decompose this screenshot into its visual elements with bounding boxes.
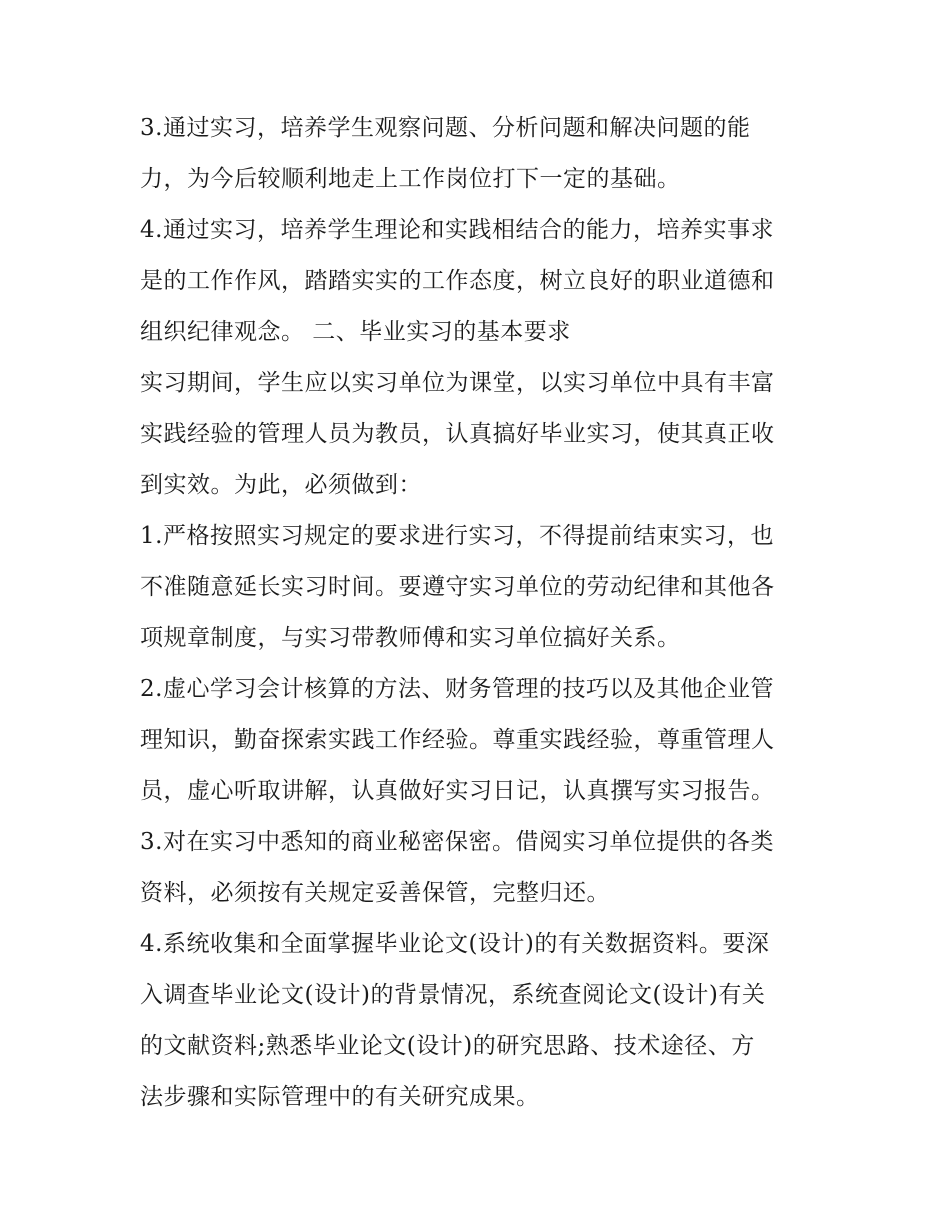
body-text [140,110,830,1130]
text-line-14: 员，虚心听取讲解，认真做好实习日记，认真撰写实习报告。 [140,778,775,804]
text-line-17: 4.系统收集和全面掌握毕业论文(设计)的有关数据资料。要深 [140,931,770,957]
text-line-5: 组织纪律观念。 二、毕业实习的基本要求 [140,319,571,345]
text-line-16: 资料，必须按有关规定妥善保管，完整归还。 [140,880,610,906]
text-line-13: 理知识，勤奋探索实践工作经验。尊重实践经验，尊重管理人 [140,727,775,753]
text-line-6: 实习期间，学生应以实习单位为课堂，以实习单位中具有丰富 [140,370,775,396]
text-line-8: 到实效。为此，必须做到： [140,472,422,498]
text-line-12: 2.虚心学习会计核算的方法、财务管理的技巧以及其他企业管 [140,676,774,702]
text-line-2: 力，为今后较顺利地走上工作岗位打下一定的基础。 [140,166,681,192]
text-line-4: 是的工作作风，踏踏实实的工作态度，树立良好的职业道德和 [140,268,775,294]
text-line-9: 1.严格按照实习规定的要求进行实习，不得提前结束实习，也 [140,523,774,549]
text-line-11: 项规章制度，与实习带教师傅和实习单位搞好关系。 [140,625,681,651]
text-line-7: 实践经验的管理人员为教员，认真搞好毕业实习，使其真正收 [140,421,775,447]
text-line-20: 法步骤和实际管理中的有关研究成果。 [140,1084,540,1110]
text-line-1: 3.通过实习，培养学生观察问题、分析问题和解决问题的能 [140,115,751,141]
text-line-3: 4.通过实习，培养学生理论和实践相结合的能力，培养实事求 [140,217,774,243]
text-line-18: 入调查毕业论文(设计)的背景情况，系统查阅论文(设计)有关 [140,982,766,1008]
text-line-19: 的文献资料;熟悉毕业论文(设计)的研究思路、技术途径、方 [140,1033,755,1059]
text-line-10: 不准随意延长实习时间。要遵守实习单位的劳动纪律和其他各 [140,574,775,600]
text-line-15: 3.对在实习中悉知的商业秘密保密。借阅实习单位提供的各类 [140,829,774,855]
